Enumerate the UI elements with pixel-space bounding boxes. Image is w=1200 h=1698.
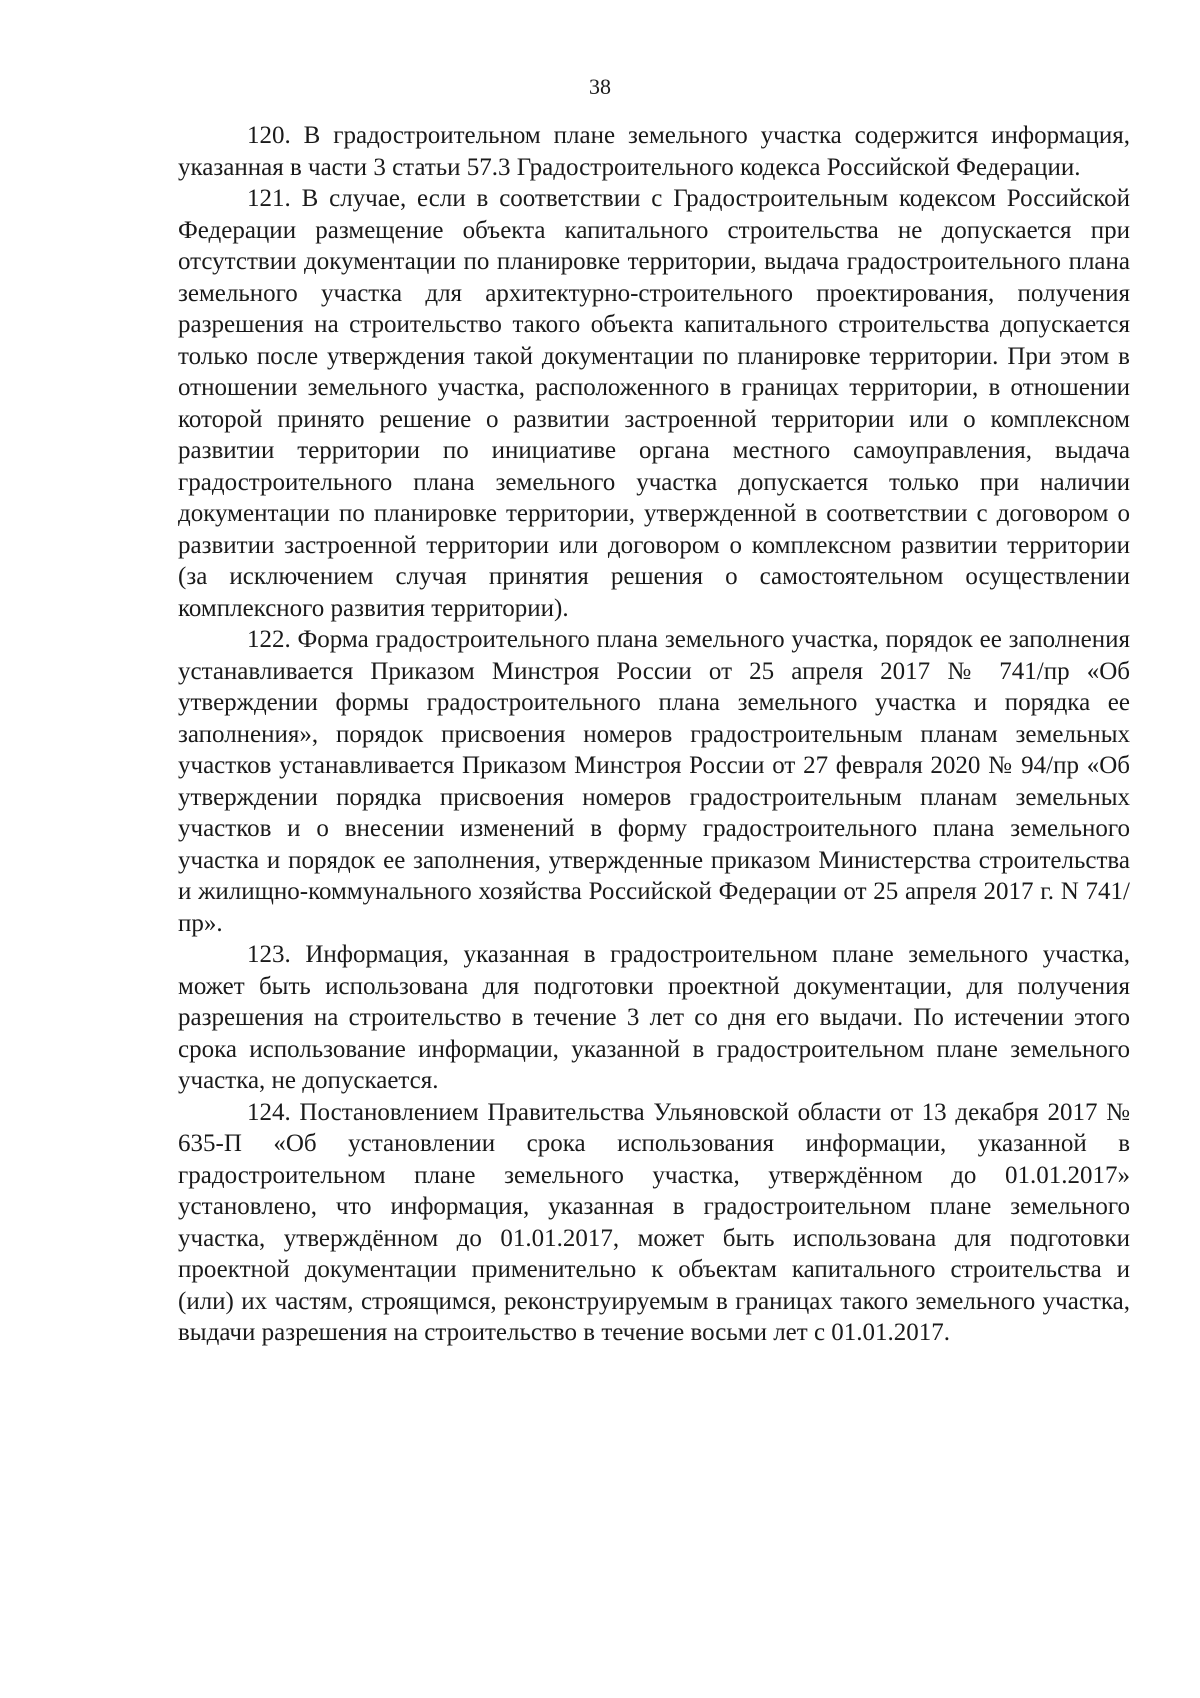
- page-number: 38: [589, 74, 611, 99]
- paragraph-121: 121. В случае, если в соответствии с Градостроительным кодексом Российской Федерации размещение объекта капитального строительства не допускается при отсутствии документации по планировке территории, выдача градостроительного плана земельного участка для архитектурно-строительного проектирования, получения разрешения на строительство такого объекта капитального строительства допускается только после утверждения такой документации по планировке территории. При этом в отношении земельного участка, расположенного в границах территории, в отношении которой принято решение о развитии застроенной территории или о комплексном развитии территории по инициативе органа местного самоуправления, выдача градостроительного плана земельного участка допускается только при наличии документации по планировке территории, утвержденной в соответствии с договором о развитии застроенной территории или договором о комплексном развитии территории (за исключением случая принятия решения о самостоятельном осуществлении комплексного развития территории).: [178, 185, 1130, 622]
- paragraph-122: 122. Форма градостроительного плана земельного участка, порядок ее заполнения устанавливается Приказом Минстроя России от 25 апреля 2017 № 741/пр «Об утверждении формы градостроительного плана земельного участка и порядка ее заполнения», порядок присвоения номеров градостроительным планам земельных участков устанавливается Приказом Минстроя России от 27 февраля 2020 № 94/пр «Об утверждении порядка присвоения номеров градостроительным планам земельных участков и о внесении изменений в форму градостроительного плана земельного участка и порядок ее заполнения, утвержденные приказом Министерства строительства и жилищно-коммунального хозяйства Российской Федерации от 25 апреля 2017 г. N 741/пр».: [178, 626, 1130, 937]
- document-body: [178, 120, 1130, 1349]
- paragraph-123: 123. Информация, указанная в градостроительном плане земельного участка, может быть использована для подготовки проектной документации, для получения разрешения на строительство в течение 3 лет со дня его выдачи. По истечении этого срока использование информации, указанной в градостроительном плане земельного участка, не допускается.: [178, 941, 1130, 1094]
- paragraph-120: 120. В градостроительном плане земельного участка содержится информация, указанная в части 3 статьи 57.3 Градостроительного кодекса Российской Федерации.: [178, 122, 1130, 181]
- paragraph-124: 124. Постановлением Правительства Ульяновской области от 13 декабря 2017 № 635-П «Об установлении срока использования информации, указанной в градостроительном плане земельного участка, утверждённом до 01.01.2017» установлено, что информация, указанная в градостроительном плане земельного участка, утверждённом до 01.01.2017, может быть использована для подготовки проектной документации применительно к объектам капитального строительства и (или) их частям, строящимся, реконструируемым в границах такого земельного участка, выдачи разрешения на строительство в течение восьми лет с 01.01.2017.: [178, 1098, 1130, 1346]
